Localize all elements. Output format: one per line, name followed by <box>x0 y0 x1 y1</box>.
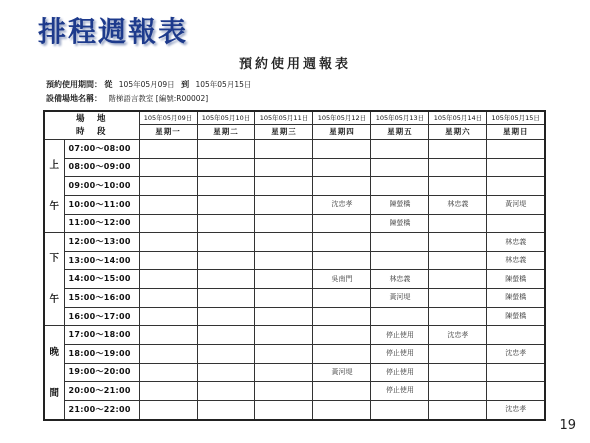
reservation-cell <box>139 400 197 420</box>
document-title: 預約使用週報表 <box>238 57 351 72</box>
reservation-cell <box>139 307 197 326</box>
reservation-cell <box>139 382 197 401</box>
reservation-cell <box>197 382 255 401</box>
time-slot-label: 09:00～10:00 <box>64 177 139 196</box>
reservation-cell: 陳螢橋 <box>371 195 429 214</box>
reservation-cell <box>139 344 197 363</box>
period-label-bottom: 午 <box>49 201 59 213</box>
reservation-cell <box>487 158 545 177</box>
date-header-fri: 105年05月13日 <box>371 111 429 125</box>
reservation-cell <box>255 251 313 270</box>
table-row <box>44 195 545 214</box>
reservation-cell: 陳螢橋 <box>487 270 545 289</box>
reservation-cell <box>255 400 313 420</box>
reservation-cell <box>139 233 197 252</box>
time-slot-label: 19:00～20:00 <box>64 363 139 382</box>
reservation-cell <box>429 344 487 363</box>
reservation-cell <box>371 251 429 270</box>
date-header-tue: 105年05月10日 <box>197 111 255 125</box>
reservation-cell <box>139 251 197 270</box>
table-row <box>44 307 545 326</box>
reservation-cell <box>255 140 313 159</box>
date-header-thu: 105年05月12日 <box>313 111 371 125</box>
equipment-label: 設備場地名稱： <box>46 94 102 103</box>
reservation-cell <box>197 326 255 345</box>
reservation-cell <box>487 326 545 345</box>
period-label-top: 晚 <box>49 346 59 358</box>
reservation-cell <box>313 307 371 326</box>
reservation-cell <box>429 251 487 270</box>
reservation-cell: 陳螢橋 <box>371 214 429 233</box>
reservation-cell: 停止使用 <box>371 363 429 382</box>
reservation-cell <box>197 270 255 289</box>
reservation-cell <box>313 233 371 252</box>
reservation-cell <box>139 214 197 233</box>
place-header-text: 場 地 <box>76 113 108 124</box>
from-date: 105年05月09日 <box>118 80 175 89</box>
reservation-cell <box>255 195 313 214</box>
reservation-cell: 林忠義 <box>487 233 545 252</box>
date-header-sat: 105年05月14日 <box>429 111 487 125</box>
reservation-cell <box>429 289 487 308</box>
reservation-cell <box>197 140 255 159</box>
date-header-sun: 105年05月15日 <box>487 111 545 125</box>
period-line <box>46 79 255 90</box>
reservation-cell: 黃河堤 <box>487 195 545 214</box>
place-time-header <box>44 111 139 140</box>
period-label-cell <box>44 140 64 233</box>
reservation-cell: 陳螢橋 <box>487 289 545 308</box>
reservation-cell <box>139 363 197 382</box>
reservation-cell <box>487 214 545 233</box>
reservation-cell <box>313 251 371 270</box>
reservation-cell <box>197 251 255 270</box>
reservation-cell <box>255 233 313 252</box>
reservation-cell: 沈忠孝 <box>313 195 371 214</box>
date-row <box>44 111 545 125</box>
reservation-cell: 沈忠孝 <box>487 344 545 363</box>
equipment-value: 階梯語言教室 [編號:R00002] <box>108 94 209 103</box>
reservation-cell: 陳螢橋 <box>487 307 545 326</box>
reservation-cell <box>197 158 255 177</box>
table-row <box>44 344 545 363</box>
table-row <box>44 158 545 177</box>
reservation-cell: 林忠義 <box>429 195 487 214</box>
time-slot-label: 21:00～22:00 <box>64 400 139 420</box>
reservation-cell <box>429 233 487 252</box>
period-label: 預約使用期間： <box>46 80 102 89</box>
time-slot-label: 15:00～16:00 <box>64 289 139 308</box>
reservation-cell <box>255 158 313 177</box>
weekday-header-mon: 星期一 <box>139 125 197 140</box>
reservation-cell <box>197 177 255 196</box>
schedule-table <box>43 110 546 421</box>
period-label-cell <box>44 233 64 326</box>
reservation-cell <box>313 326 371 345</box>
reservation-cell <box>429 363 487 382</box>
reservation-cell <box>313 289 371 308</box>
time-slot-label: 14:00～15:00 <box>64 270 139 289</box>
weekday-header-sat: 星期六 <box>429 125 487 140</box>
reservation-cell <box>197 400 255 420</box>
reservation-cell <box>197 307 255 326</box>
reservation-cell <box>255 307 313 326</box>
reservation-cell <box>487 177 545 196</box>
period-label-top: 下 <box>49 253 59 265</box>
reservation-cell: 林忠義 <box>371 270 429 289</box>
reservation-cell: 停止使用 <box>371 382 429 401</box>
reservation-cell <box>255 214 313 233</box>
schedule-body <box>44 140 545 421</box>
reservation-cell <box>487 363 545 382</box>
time-slot-label: 08:00～09:00 <box>64 158 139 177</box>
to-word: 到 <box>181 80 190 89</box>
weekday-header-sun: 星期日 <box>487 125 545 140</box>
reservation-cell <box>313 382 371 401</box>
reservation-cell <box>197 233 255 252</box>
reservation-cell <box>139 195 197 214</box>
time-slot-label: 18:00～19:00 <box>64 344 139 363</box>
weekday-header-fri: 星期五 <box>371 125 429 140</box>
reservation-cell: 黃河堤 <box>313 363 371 382</box>
reservation-cell <box>255 344 313 363</box>
table-row <box>44 289 545 308</box>
reservation-cell <box>139 326 197 345</box>
reservation-cell: 吳南門 <box>313 270 371 289</box>
table-row <box>44 270 545 289</box>
reservation-cell <box>197 363 255 382</box>
reservation-cell <box>313 177 371 196</box>
reservation-cell <box>197 344 255 363</box>
time-slot-label: 16:00～17:00 <box>64 307 139 326</box>
weekday-header-wed: 星期三 <box>255 125 313 140</box>
period-label-cell <box>44 326 64 420</box>
reservation-cell <box>139 289 197 308</box>
reservation-cell <box>255 289 313 308</box>
reservation-cell <box>255 177 313 196</box>
reservation-cell <box>429 400 487 420</box>
table-row <box>44 400 545 420</box>
table-row <box>44 140 545 159</box>
reservation-cell <box>139 140 197 159</box>
reservation-cell <box>313 158 371 177</box>
reservation-cell: 停止使用 <box>371 344 429 363</box>
slide-title: 排程週報表 <box>38 15 189 48</box>
reservation-cell: 沈忠孝 <box>487 400 545 420</box>
reservation-cell <box>197 214 255 233</box>
table-row <box>44 326 545 345</box>
reservation-cell <box>371 177 429 196</box>
time-slot-label: 20:00～21:00 <box>64 382 139 401</box>
reservation-cell <box>371 158 429 177</box>
reservation-cell <box>429 214 487 233</box>
time-header-text: 時 段 <box>76 126 108 137</box>
reservation-cell <box>429 177 487 196</box>
weekday-header-thu: 星期四 <box>313 125 371 140</box>
reservation-cell <box>429 140 487 159</box>
time-slot-label: 11:00～12:00 <box>64 214 139 233</box>
reservation-cell <box>313 140 371 159</box>
date-header-mon: 105年05月09日 <box>139 111 197 125</box>
date-header-wed: 105年05月11日 <box>255 111 313 125</box>
table-row <box>44 214 545 233</box>
table-row <box>44 233 545 252</box>
reservation-cell <box>255 270 313 289</box>
weekday-header-tue: 星期二 <box>197 125 255 140</box>
table-row <box>44 251 545 270</box>
reservation-cell <box>371 400 429 420</box>
to-date: 105年05月15日 <box>195 80 252 89</box>
equipment-line <box>46 93 212 104</box>
table-row <box>44 382 545 401</box>
time-slot-label: 17:00～18:00 <box>64 326 139 345</box>
reservation-cell <box>371 307 429 326</box>
reservation-cell <box>429 158 487 177</box>
reservation-cell <box>139 270 197 289</box>
reservation-cell <box>313 400 371 420</box>
time-slot-label: 13:00～14:00 <box>64 251 139 270</box>
time-slot-label: 12:00～13:00 <box>64 233 139 252</box>
reservation-cell: 黃河堤 <box>371 289 429 308</box>
reservation-cell <box>255 326 313 345</box>
period-label-top: 上 <box>49 160 59 172</box>
table-row <box>44 177 545 196</box>
table-row <box>44 363 545 382</box>
reservation-cell <box>371 233 429 252</box>
reservation-cell <box>139 158 197 177</box>
reservation-cell <box>197 289 255 308</box>
page-number: 19 <box>559 418 576 433</box>
reservation-cell: 沈忠孝 <box>429 326 487 345</box>
time-slot-label: 10:00～11:00 <box>64 195 139 214</box>
period-label-bottom: 午 <box>49 294 59 306</box>
reservation-cell <box>197 195 255 214</box>
reservation-cell <box>429 307 487 326</box>
reservation-cell <box>371 140 429 159</box>
reservation-cell <box>487 140 545 159</box>
reservation-cell: 林忠義 <box>487 251 545 270</box>
reservation-cell <box>487 382 545 401</box>
reservation-cell <box>429 382 487 401</box>
reservation-cell <box>139 177 197 196</box>
reservation-cell <box>255 382 313 401</box>
from-word: 從 <box>104 80 113 89</box>
reservation-cell <box>313 214 371 233</box>
reservation-cell: 停止使用 <box>371 326 429 345</box>
reservation-cell <box>255 363 313 382</box>
reservation-cell <box>313 344 371 363</box>
period-label-bottom: 間 <box>49 387 59 399</box>
time-slot-label: 07:00～08:00 <box>64 140 139 159</box>
reservation-cell <box>429 270 487 289</box>
